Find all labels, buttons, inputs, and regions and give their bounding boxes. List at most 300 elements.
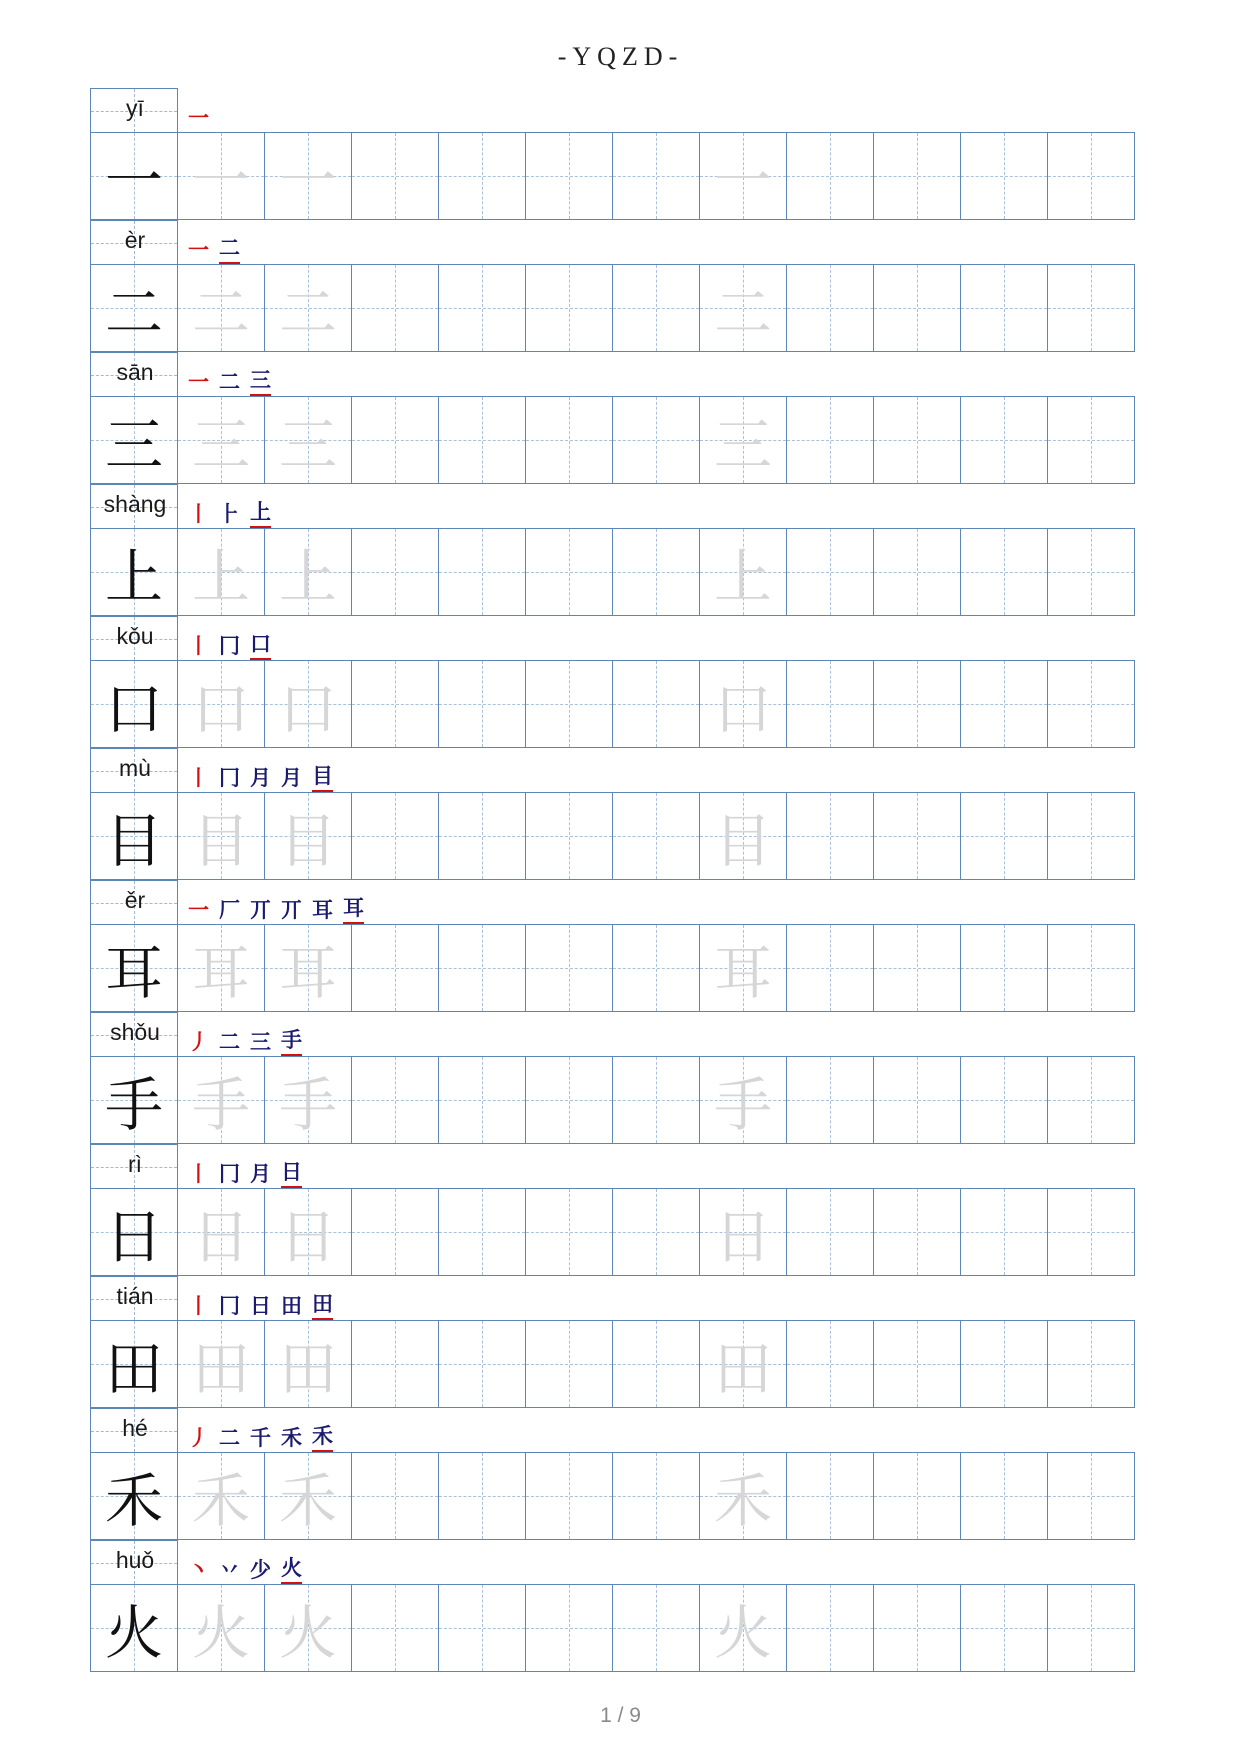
practice-cell[interactable] (177, 132, 265, 220)
pinyin-box (90, 1012, 178, 1056)
practice-cell[interactable] (873, 1188, 961, 1276)
pinyin-box (90, 88, 178, 132)
stroke-step: 少 (250, 1558, 271, 1582)
pinyin-row (90, 748, 1152, 792)
model-character: 目 (104, 807, 163, 875)
pinyin-label: hé (122, 1415, 148, 1441)
stroke-step: 二 (219, 232, 240, 264)
stroke-step: 丨 (188, 502, 209, 526)
trace-character: 目 (191, 807, 250, 875)
practice-cell[interactable] (873, 396, 961, 484)
pinyin-label: èr (124, 227, 146, 253)
practice-cell[interactable] (612, 1452, 700, 1540)
pinyin-box (90, 1408, 178, 1452)
practice-cell[interactable] (612, 924, 700, 1012)
practice-cell[interactable] (960, 396, 1048, 484)
character-entry (90, 1540, 1152, 1672)
practice-cell[interactable] (960, 264, 1048, 352)
pinyin-row (90, 484, 1152, 528)
pinyin-box (90, 1276, 178, 1320)
practice-cell[interactable] (786, 528, 874, 616)
practice-cell[interactable] (612, 264, 700, 352)
trace-character: 禾 (713, 1467, 772, 1535)
stroke-order (188, 96, 209, 132)
trace-character: 手 (713, 1071, 772, 1139)
pinyin-row (90, 88, 1152, 132)
practice-grid-row (90, 924, 1152, 1012)
pinyin-label: ěr (124, 887, 146, 913)
pinyin-row (90, 1144, 1152, 1188)
stroke-step: 上 (250, 496, 271, 528)
practice-cell[interactable] (960, 924, 1048, 1012)
practice-cell[interactable] (351, 1056, 439, 1144)
trace-character: 二 (278, 279, 337, 347)
stroke-step: 耳 (343, 892, 364, 924)
pinyin-label: shǒu (110, 1019, 160, 1045)
practice-cell[interactable] (525, 924, 613, 1012)
practice-cell[interactable] (438, 264, 526, 352)
practice-cell[interactable] (960, 792, 1048, 880)
stroke-step: 冂 (219, 1162, 240, 1186)
stroke-step: 月 (281, 766, 302, 790)
practice-cell[interactable] (873, 924, 961, 1012)
stroke-order (188, 1152, 302, 1188)
practice-cell[interactable] (873, 792, 961, 880)
page-number: 1 / 9 (600, 1704, 641, 1727)
stroke-step: 冂 (219, 766, 240, 790)
stroke-step: 二 (219, 370, 240, 394)
practice-cell[interactable] (960, 1584, 1048, 1672)
model-character: 二 (104, 279, 163, 347)
practice-cell[interactable] (438, 924, 526, 1012)
trace-character: 日 (278, 1203, 337, 1271)
model-character: 手 (104, 1071, 163, 1139)
practice-cell[interactable] (1047, 1188, 1135, 1276)
practice-cell[interactable] (612, 1056, 700, 1144)
stroke-step: 田 (281, 1294, 302, 1318)
pinyin-label: yī (126, 95, 144, 121)
trace-character: 三 (278, 411, 337, 479)
practice-cell[interactable] (177, 792, 265, 880)
pinyin-box (90, 1540, 178, 1584)
practice-cell[interactable] (438, 396, 526, 484)
trace-character: 田 (713, 1335, 772, 1403)
practice-cell[interactable] (612, 792, 700, 880)
page-header: -YQZD- (557, 42, 684, 71)
practice-cell[interactable] (873, 1056, 961, 1144)
practice-cell[interactable] (1047, 132, 1135, 220)
trace-character: 禾 (191, 1467, 250, 1535)
stroke-step: 一 (188, 106, 209, 130)
practice-cell[interactable] (1047, 528, 1135, 616)
trace-character: 口 (278, 675, 337, 743)
model-character-cell (90, 1188, 178, 1276)
pinyin-row (90, 1540, 1152, 1584)
practice-cell[interactable] (177, 528, 265, 616)
stroke-step: 丿 (188, 1030, 209, 1054)
practice-cell[interactable] (873, 1584, 961, 1672)
trace-character: 目 (713, 807, 772, 875)
practice-cell[interactable] (264, 132, 352, 220)
practice-cell[interactable] (960, 1320, 1048, 1408)
stroke-step: 一 (188, 238, 209, 262)
stroke-step: 冂 (219, 634, 240, 658)
practice-cell[interactable] (264, 792, 352, 880)
stroke-order (188, 492, 271, 528)
practice-cell[interactable] (177, 660, 265, 748)
practice-cell[interactable] (1047, 1320, 1135, 1408)
practice-cell[interactable] (1047, 1584, 1135, 1672)
practice-cell[interactable] (699, 396, 787, 484)
pinyin-row (90, 1408, 1152, 1452)
practice-cell[interactable] (786, 1452, 874, 1540)
pinyin-row (90, 1012, 1152, 1056)
practice-cell[interactable] (351, 1452, 439, 1540)
practice-cell[interactable] (177, 264, 265, 352)
practice-cell[interactable] (960, 660, 1048, 748)
trace-character: 火 (191, 1599, 250, 1667)
practice-cell[interactable] (264, 1452, 352, 1540)
trace-character: 上 (278, 543, 337, 611)
stroke-step: 丨 (188, 634, 209, 658)
trace-character: 耳 (191, 939, 250, 1007)
practice-cell[interactable] (264, 528, 352, 616)
pinyin-label: shàng (103, 491, 167, 517)
trace-character: 一 (278, 147, 337, 215)
practice-grid-row (90, 396, 1152, 484)
practice-cell[interactable] (873, 1320, 961, 1408)
stroke-order (188, 1284, 333, 1320)
stroke-step: 千 (250, 1426, 271, 1450)
model-character: 田 (104, 1335, 163, 1403)
stroke-step: 丷 (219, 1558, 240, 1582)
practice-cell[interactable] (438, 1584, 526, 1672)
pinyin-box (90, 352, 178, 396)
model-character: 日 (104, 1203, 163, 1271)
practice-cell[interactable] (786, 1584, 874, 1672)
practice-cell[interactable] (525, 1452, 613, 1540)
stroke-step: 二 (219, 1426, 240, 1450)
practice-cell[interactable] (699, 1584, 787, 1672)
pinyin-box (90, 1144, 178, 1188)
practice-cell[interactable] (264, 924, 352, 1012)
model-character-cell (90, 396, 178, 484)
practice-grid-row (90, 792, 1152, 880)
practice-cell[interactable] (1047, 660, 1135, 748)
practice-cell[interactable] (351, 1320, 439, 1408)
stroke-order (188, 888, 364, 924)
practice-cell[interactable] (1047, 792, 1135, 880)
trace-character: 上 (191, 543, 250, 611)
practice-cell[interactable] (1047, 1452, 1135, 1540)
pinyin-row (90, 352, 1152, 396)
model-character: 上 (104, 543, 163, 611)
stroke-step: 丿 (188, 1426, 209, 1450)
practice-cell[interactable] (264, 1188, 352, 1276)
practice-cell[interactable] (786, 132, 874, 220)
trace-character: 田 (191, 1335, 250, 1403)
practice-cell[interactable] (612, 1320, 700, 1408)
character-entry (90, 880, 1152, 1012)
practice-grid-row (90, 1320, 1152, 1408)
practice-cell[interactable] (699, 264, 787, 352)
practice-cell[interactable] (525, 396, 613, 484)
practice-cell[interactable] (786, 264, 874, 352)
trace-character: 三 (713, 411, 772, 479)
practice-cell[interactable] (699, 924, 787, 1012)
stroke-step: 手 (281, 1024, 302, 1056)
practice-cell[interactable] (264, 1584, 352, 1672)
practice-cell[interactable] (873, 264, 961, 352)
practice-cell[interactable] (699, 528, 787, 616)
practice-grid-row (90, 660, 1152, 748)
practice-cell[interactable] (438, 1320, 526, 1408)
practice-cell[interactable] (699, 792, 787, 880)
practice-cell[interactable] (960, 1452, 1048, 1540)
practice-cell[interactable] (351, 1584, 439, 1672)
stroke-step: 口 (250, 628, 271, 660)
stroke-step: 一 (188, 370, 209, 394)
practice-cell[interactable] (612, 528, 700, 616)
model-character: 一 (104, 147, 163, 215)
practice-cell[interactable] (786, 660, 874, 748)
practice-cell[interactable] (699, 1056, 787, 1144)
practice-cell[interactable] (177, 1188, 265, 1276)
trace-character: 日 (713, 1203, 772, 1271)
trace-character: 口 (191, 675, 250, 743)
trace-character: 日 (191, 1203, 250, 1271)
character-entry (90, 1276, 1152, 1408)
practice-cell[interactable] (438, 1452, 526, 1540)
model-character-cell (90, 924, 178, 1012)
stroke-order (188, 1548, 302, 1584)
practice-cell[interactable] (177, 924, 265, 1012)
practice-cell[interactable] (438, 528, 526, 616)
pinyin-label: rì (127, 1151, 143, 1177)
stroke-step: 耳 (312, 898, 333, 922)
stroke-step: 日 (250, 1294, 271, 1318)
practice-grid-row (90, 528, 1152, 616)
practice-cell[interactable] (699, 1320, 787, 1408)
practice-cell[interactable] (525, 132, 613, 220)
practice-cell[interactable] (1047, 264, 1135, 352)
stroke-step: 目 (312, 760, 333, 792)
practice-cell[interactable] (525, 264, 613, 352)
pinyin-row (90, 880, 1152, 924)
model-character: 三 (104, 411, 163, 479)
pinyin-row (90, 220, 1152, 264)
stroke-step: 禾 (281, 1426, 302, 1450)
practice-cell[interactable] (786, 1188, 874, 1276)
trace-character: 一 (191, 147, 250, 215)
practice-cell[interactable] (525, 528, 613, 616)
practice-grid-row (90, 1584, 1152, 1672)
stroke-order (188, 624, 271, 660)
model-character-cell (90, 264, 178, 352)
trace-character: 三 (191, 411, 250, 479)
character-entry (90, 1144, 1152, 1276)
practice-cell[interactable] (264, 264, 352, 352)
model-character: 耳 (104, 939, 163, 1007)
practice-cell[interactable] (177, 1584, 265, 1672)
practice-cell[interactable] (177, 1452, 265, 1540)
practice-cell[interactable] (1047, 1056, 1135, 1144)
practice-cell[interactable] (873, 132, 961, 220)
practice-cell[interactable] (960, 132, 1048, 220)
practice-cell[interactable] (525, 660, 613, 748)
practice-cell[interactable] (351, 660, 439, 748)
stroke-order (188, 756, 333, 792)
practice-cell[interactable] (351, 396, 439, 484)
practice-cell[interactable] (699, 660, 787, 748)
practice-cell[interactable] (438, 792, 526, 880)
practice-cell[interactable] (351, 924, 439, 1012)
practice-cell[interactable] (351, 132, 439, 220)
trace-character: 火 (713, 1599, 772, 1667)
character-entry (90, 220, 1152, 352)
stroke-step: 三 (250, 364, 271, 396)
practice-cell[interactable] (264, 1056, 352, 1144)
practice-cell[interactable] (960, 1188, 1048, 1276)
stroke-step: 丨 (188, 766, 209, 790)
stroke-step: ⺊ (219, 502, 240, 526)
practice-cell[interactable] (873, 1452, 961, 1540)
trace-character: 田 (278, 1335, 337, 1403)
pinyin-label: tián (116, 1283, 154, 1309)
stroke-step: 一 (188, 898, 209, 922)
model-character-cell (90, 660, 178, 748)
practice-cell[interactable] (525, 1584, 613, 1672)
practice-cell[interactable] (612, 1188, 700, 1276)
practice-cell[interactable] (612, 396, 700, 484)
trace-character: 火 (278, 1599, 337, 1667)
character-entry (90, 616, 1152, 748)
trace-character: 禾 (278, 1467, 337, 1535)
trace-character: 一 (713, 147, 772, 215)
stroke-step: 丨 (188, 1162, 209, 1186)
character-entry (90, 1408, 1152, 1540)
practice-cell[interactable] (525, 1056, 613, 1144)
practice-cell[interactable] (525, 792, 613, 880)
practice-cell[interactable] (351, 792, 439, 880)
pinyin-box (90, 484, 178, 528)
practice-cell[interactable] (612, 1584, 700, 1672)
trace-character: 二 (191, 279, 250, 347)
stroke-order (188, 1020, 302, 1056)
practice-cell[interactable] (438, 1188, 526, 1276)
practice-cell[interactable] (351, 1188, 439, 1276)
stroke-step: 二 (219, 1030, 240, 1054)
model-character: 禾 (104, 1467, 163, 1535)
practice-cell[interactable] (525, 1188, 613, 1276)
stroke-order (188, 1416, 333, 1452)
practice-cell[interactable] (873, 528, 961, 616)
model-character: 口 (104, 675, 163, 743)
pinyin-box (90, 748, 178, 792)
practice-cell[interactable] (786, 1056, 874, 1144)
model-character-cell (90, 1320, 178, 1408)
practice-cell[interactable] (873, 660, 961, 748)
practice-cell[interactable] (438, 660, 526, 748)
practice-cell[interactable] (699, 1188, 787, 1276)
pinyin-row (90, 616, 1152, 660)
practice-cell[interactable] (177, 1320, 265, 1408)
practice-grid-row (90, 1056, 1152, 1144)
pinyin-label: huǒ (115, 1547, 155, 1573)
practice-cell[interactable] (438, 1056, 526, 1144)
character-entry (90, 748, 1152, 880)
practice-cell[interactable] (960, 1056, 1048, 1144)
model-character-cell (90, 1452, 178, 1540)
stroke-step: 冂 (219, 1294, 240, 1318)
practice-grid-row (90, 1188, 1152, 1276)
practice-cell[interactable] (264, 1320, 352, 1408)
trace-character: 口 (713, 675, 772, 743)
stroke-step: 田 (312, 1288, 333, 1320)
stroke-step: 月 (250, 1162, 271, 1186)
stroke-order (188, 228, 240, 264)
pinyin-box (90, 616, 178, 660)
pinyin-box (90, 880, 178, 924)
practice-cell[interactable] (960, 528, 1048, 616)
practice-cell[interactable] (351, 264, 439, 352)
character-entry (90, 1012, 1152, 1144)
practice-cell[interactable] (612, 660, 700, 748)
practice-cell[interactable] (699, 1452, 787, 1540)
practice-cell[interactable] (699, 132, 787, 220)
practice-cell[interactable] (351, 528, 439, 616)
practice-cell[interactable] (1047, 924, 1135, 1012)
practice-cell[interactable] (786, 792, 874, 880)
stroke-step: 月 (250, 766, 271, 790)
stroke-step: 火 (281, 1552, 302, 1584)
trace-character: 手 (191, 1071, 250, 1139)
pinyin-label: mù (119, 755, 151, 781)
trace-character: 上 (713, 543, 772, 611)
character-entry (90, 352, 1152, 484)
character-entry (90, 484, 1152, 616)
model-character: 火 (104, 1599, 163, 1667)
practice-cell[interactable] (612, 132, 700, 220)
practice-cell[interactable] (177, 1056, 265, 1144)
stroke-step: 丶 (188, 1558, 209, 1582)
pinyin-row (90, 1276, 1152, 1320)
stroke-step: 丌 (250, 898, 271, 922)
model-character-cell (90, 528, 178, 616)
practice-cell[interactable] (786, 924, 874, 1012)
practice-grid-row (90, 132, 1152, 220)
stroke-step: 丨 (188, 1294, 209, 1318)
practice-cell[interactable] (264, 660, 352, 748)
practice-cell[interactable] (177, 396, 265, 484)
practice-cell[interactable] (1047, 396, 1135, 484)
pinyin-label: sān (116, 359, 154, 385)
stroke-order (188, 360, 271, 396)
practice-cell[interactable] (264, 396, 352, 484)
stroke-step: 厂 (219, 898, 240, 922)
practice-cell[interactable] (786, 1320, 874, 1408)
practice-cell[interactable] (525, 1320, 613, 1408)
practice-cell[interactable] (438, 132, 526, 220)
model-character-cell (90, 132, 178, 220)
stroke-step: 三 (250, 1030, 271, 1054)
trace-character: 耳 (713, 939, 772, 1007)
practice-grid-row (90, 264, 1152, 352)
pinyin-box (90, 220, 178, 264)
practice-cell[interactable] (786, 396, 874, 484)
model-character-cell (90, 1056, 178, 1144)
worksheet (90, 88, 1152, 1672)
